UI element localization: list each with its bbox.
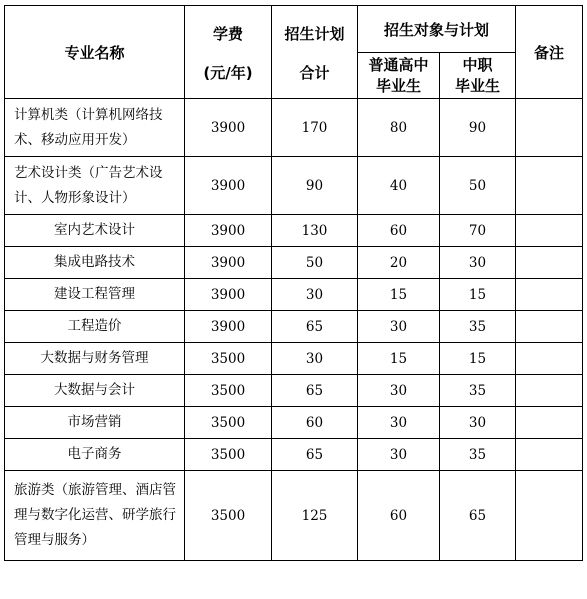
fee-cell: 3500 — [185, 471, 272, 561]
vocational-cell: 70 — [440, 215, 516, 247]
header-vocational-line1: 中职 — [462, 55, 493, 74]
header-vocational-line2: 毕业生 — [455, 76, 501, 95]
major-name: 电子商务 — [5, 439, 185, 471]
general-cell: 15 — [358, 279, 440, 311]
enrollment-plan-table — [4, 5, 583, 561]
vocational-cell: 50 — [440, 157, 516, 215]
remark-cell — [516, 247, 583, 279]
vocational-cell: 65 — [440, 471, 516, 561]
total-cell: 65 — [272, 375, 358, 407]
header-general — [358, 53, 440, 99]
major-name: 集成电路技术 — [5, 247, 185, 279]
total-cell: 170 — [272, 99, 358, 157]
remark-cell — [516, 375, 583, 407]
header-general-line2: 毕业生 — [375, 76, 421, 95]
remark-cell — [516, 471, 583, 561]
major-name: 旅游类（旅游管理、酒店管理与数字化运营、研学旅行管理与服务） — [5, 471, 185, 561]
header-plan-line2: 合计 — [299, 64, 330, 82]
general-cell: 15 — [358, 343, 440, 375]
table-row — [5, 375, 583, 407]
fee-cell: 3900 — [185, 279, 272, 311]
general-cell: 20 — [358, 247, 440, 279]
total-cell: 50 — [272, 247, 358, 279]
fee-cell: 3900 — [185, 157, 272, 215]
general-cell: 40 — [358, 157, 440, 215]
table-row — [5, 247, 583, 279]
total-cell: 130 — [272, 215, 358, 247]
table-row — [5, 311, 583, 343]
general-cell: 30 — [358, 311, 440, 343]
header-fee — [185, 6, 272, 99]
fee-cell: 3900 — [185, 99, 272, 157]
vocational-cell: 35 — [440, 311, 516, 343]
table-row — [5, 279, 583, 311]
fee-cell: 3900 — [185, 215, 272, 247]
general-cell: 30 — [358, 407, 440, 439]
table-row — [5, 439, 583, 471]
fee-cell: 3900 — [185, 247, 272, 279]
table-row — [5, 215, 583, 247]
header-target: 招生对象与计划 — [358, 6, 516, 53]
remark-cell — [516, 343, 583, 375]
major-name: 市场营销 — [5, 407, 185, 439]
vocational-cell: 30 — [440, 407, 516, 439]
header-plan — [272, 6, 358, 99]
fee-cell: 3500 — [185, 407, 272, 439]
general-cell: 30 — [358, 375, 440, 407]
general-cell: 30 — [358, 439, 440, 471]
table-row — [5, 157, 583, 215]
major-name: 艺术设计类（广告艺术设计、人物形象设计） — [5, 157, 185, 215]
header-remark: 备注 — [516, 6, 583, 99]
major-name: 工程造价 — [5, 311, 185, 343]
total-cell: 30 — [272, 343, 358, 375]
remark-cell — [516, 215, 583, 247]
major-name: 计算机类（计算机网络技术、移动应用开发） — [5, 99, 185, 157]
major-name: 室内艺术设计 — [5, 215, 185, 247]
header-plan-line1: 招生计划 — [284, 25, 345, 43]
general-cell: 60 — [358, 215, 440, 247]
total-cell: 65 — [272, 439, 358, 471]
total-cell: 90 — [272, 157, 358, 215]
remark-cell — [516, 311, 583, 343]
header-fee-line1: 学费 — [212, 25, 243, 43]
remark-cell — [516, 157, 583, 215]
fee-cell: 3900 — [185, 311, 272, 343]
header-general-line1: 普通高中 — [368, 55, 429, 74]
vocational-cell: 35 — [440, 375, 516, 407]
vocational-cell: 90 — [440, 99, 516, 157]
table-row — [5, 99, 583, 157]
general-cell: 80 — [358, 99, 440, 157]
table-row — [5, 343, 583, 375]
total-cell: 125 — [272, 471, 358, 561]
total-cell: 30 — [272, 279, 358, 311]
remark-cell — [516, 407, 583, 439]
header-major: 专业名称 — [5, 6, 185, 99]
table-row — [5, 471, 583, 561]
major-name: 大数据与财务管理 — [5, 343, 185, 375]
header-vocational — [440, 53, 516, 99]
vocational-cell: 15 — [440, 279, 516, 311]
vocational-cell: 30 — [440, 247, 516, 279]
major-name: 建设工程管理 — [5, 279, 185, 311]
total-cell: 65 — [272, 311, 358, 343]
header-fee-line2: (元/年) — [203, 64, 253, 82]
table-row — [5, 407, 583, 439]
fee-cell: 3500 — [185, 439, 272, 471]
remark-cell — [516, 99, 583, 157]
vocational-cell: 15 — [440, 343, 516, 375]
fee-cell: 3500 — [185, 343, 272, 375]
major-name: 大数据与会计 — [5, 375, 185, 407]
vocational-cell: 35 — [440, 439, 516, 471]
remark-cell — [516, 279, 583, 311]
total-cell: 60 — [272, 407, 358, 439]
general-cell: 60 — [358, 471, 440, 561]
remark-cell — [516, 439, 583, 471]
fee-cell: 3500 — [185, 375, 272, 407]
